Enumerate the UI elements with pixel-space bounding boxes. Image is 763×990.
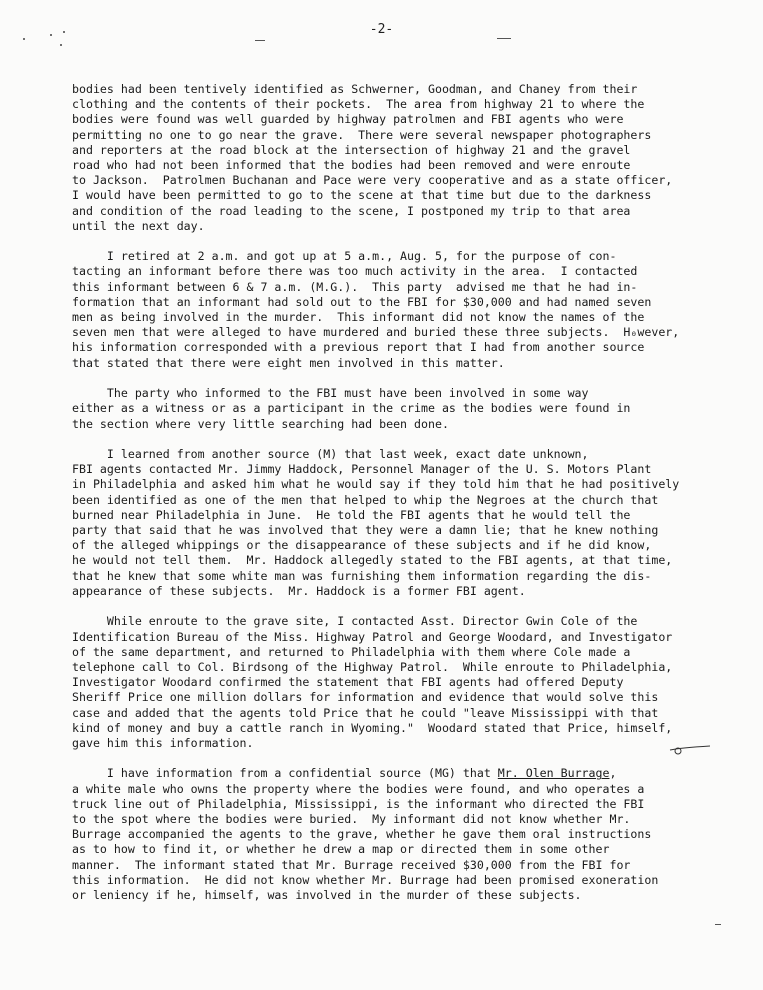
- text-line: to the spot where the bodies were buried. My informant did not know whether Mr.: [72, 812, 631, 827]
- text-line: been identified as one of the men that helped to whip the Negroes at the church that: [72, 492, 659, 507]
- text-line: until the next day.: [72, 218, 205, 233]
- margin-dot: [23, 38, 25, 40]
- paragraph: [72, 249, 732, 371]
- text-line: Sheriff Price one million dollars for information and evidence that would solve this: [72, 690, 659, 705]
- text-line: permitting no one to go near the grave. There were several newspaper photographers: [72, 127, 652, 142]
- text-line: truck line out of Philadelphia, Mississippi, is the informant who directed the FBI: [72, 796, 645, 811]
- text-line: appearance of these subjects. Mr. Haddock is a former FBI agent.: [72, 583, 526, 598]
- text-line: and condition of the road leading to the scene, I postponed my trip to that area: [72, 203, 631, 218]
- text-line: a white male who owns the property where the bodies were found, and who operates a: [72, 781, 645, 796]
- text-line: the section where very little searching had been done.: [72, 416, 449, 431]
- text-line: Burrage accompanied the agents to the grave, whether he gave them oral instructions: [72, 827, 652, 842]
- text-line: I retired at 2 a.m. and got up at 5 a.m., Aug. 5, for the purpose of con-: [72, 249, 617, 264]
- text-line: bodies were found was well guarded by highway patrolmen and FBI agents who were: [72, 112, 624, 127]
- page-number: -2-: [369, 22, 394, 37]
- stray-mark: [715, 924, 721, 925]
- text-line: as to how to find it, or whether he drew a map or directed them in some other: [72, 842, 610, 857]
- text-line: I have information from a confidential source (MG) that Mr. Olen Burrage,: [72, 766, 617, 781]
- text-line: clothing and the contents of their pockets. The area from highway 21 to where the: [72, 97, 645, 112]
- stray-mark: [497, 38, 511, 39]
- text-line: manner. The informant stated that Mr. Burrage received $30,000 from the FBI for: [72, 857, 631, 872]
- text-line: Identification Bureau of the Miss. Highway Patrol and George Woodard, and Investigator: [72, 629, 673, 644]
- text-line: and reporters at the road block at the intersection of highway 21 and the gravel: [72, 142, 631, 157]
- text-line: I would have been permitted to go to the scene at that time but due to the darkness: [72, 188, 652, 203]
- document-body: [72, 82, 732, 919]
- handwritten-mark: [668, 744, 712, 756]
- text-line: this information. He did not know whether Mr. Burrage had been promised exoneration: [72, 872, 659, 887]
- text-line: bodies had been tentively identified as Schwerner, Goodman, and Chaney from their: [72, 82, 638, 96]
- text-line: either as a witness or as a participant in the crime as the bodies were found in: [72, 401, 631, 416]
- text-line: gave him this information.: [72, 735, 254, 750]
- paragraph: [72, 766, 732, 903]
- text-line: kind of money and buy a cattle ranch in Wyoming." Woodard stated that Price, himself,: [72, 720, 673, 735]
- text-line: to Jackson. Patrolmen Buchanan and Pace were very cooperative and as a state officer,: [72, 173, 673, 188]
- text-line: I learned from another source (M) that last week, exact date unknown,: [72, 447, 589, 462]
- text-line: seven men that were alleged to have murdered and buried these three subjects. H₀wever,: [72, 325, 680, 340]
- text-line: tacting an informant before there was too much activity in the area. I contacted: [72, 264, 638, 279]
- paragraph: [72, 386, 732, 432]
- text-line: road who had not been informed that the bodies had been removed and were enroute: [72, 157, 631, 172]
- stray-mark: [255, 40, 265, 41]
- text-line: of the alleged whippings or the disappearance of these subjects and if he did know,: [72, 538, 652, 553]
- text-line: that stated that there were eight men involved in this matter.: [72, 355, 505, 370]
- text-line: in Philadelphia and asked him what he would say if they told him that he had positively: [72, 477, 680, 492]
- paragraph: [72, 82, 732, 234]
- text-line: men as being involved in the murder. This informant did not know the names of the: [72, 310, 645, 325]
- text-line: burned near Philadelphia in June. He told the FBI agents that he would tell the: [72, 507, 631, 522]
- text-line: party that said that he was involved that they were a damn lie; that he knew nothing: [72, 523, 659, 538]
- paragraph: [72, 447, 732, 599]
- text-line: Investigator Woodard confirmed the statement that FBI agents had offered Deputy: [72, 675, 624, 690]
- text-line: formation that an informant had sold out to the FBI for $30,000 and had named seven: [72, 294, 652, 309]
- margin-dot: [60, 44, 62, 46]
- text-line: While enroute to the grave site, I contacted Asst. Director Gwin Cole of the: [72, 614, 638, 629]
- text-line: his information corresponded with a previous report that I had from another source: [72, 340, 645, 355]
- text-line: telephone call to Col. Birdsong of the Highway Patrol. While enroute to Philadelphia,: [72, 659, 673, 674]
- underlined-name: Mr. Olen Burrage: [497, 766, 610, 781]
- text-line: of the same department, and returned to Philadelphia with them where Cole made a: [72, 644, 631, 659]
- text-line: case and added that the agents told Price that he could "leave Mississippi with that: [72, 705, 659, 720]
- text-line: this informant between 6 & 7 a.m. (M.G.). This party advised me that he had in-: [72, 279, 638, 294]
- text-line: The party who informed to the FBI must have been involved in some way: [72, 386, 589, 401]
- paragraph: [72, 614, 732, 751]
- text-line: that he knew that some white man was furnishing them information regarding the dis-: [72, 568, 652, 583]
- text-line: FBI agents contacted Mr. Jimmy Haddock, Personnel Manager of the U. S. Motors Plant: [72, 462, 652, 477]
- text-line: or leniency if he, himself, was involved in the murder of these subjects.: [72, 887, 582, 902]
- text-line: he would not tell them. Mr. Haddock allegedly stated to the FBI agents, at that time,: [72, 553, 673, 568]
